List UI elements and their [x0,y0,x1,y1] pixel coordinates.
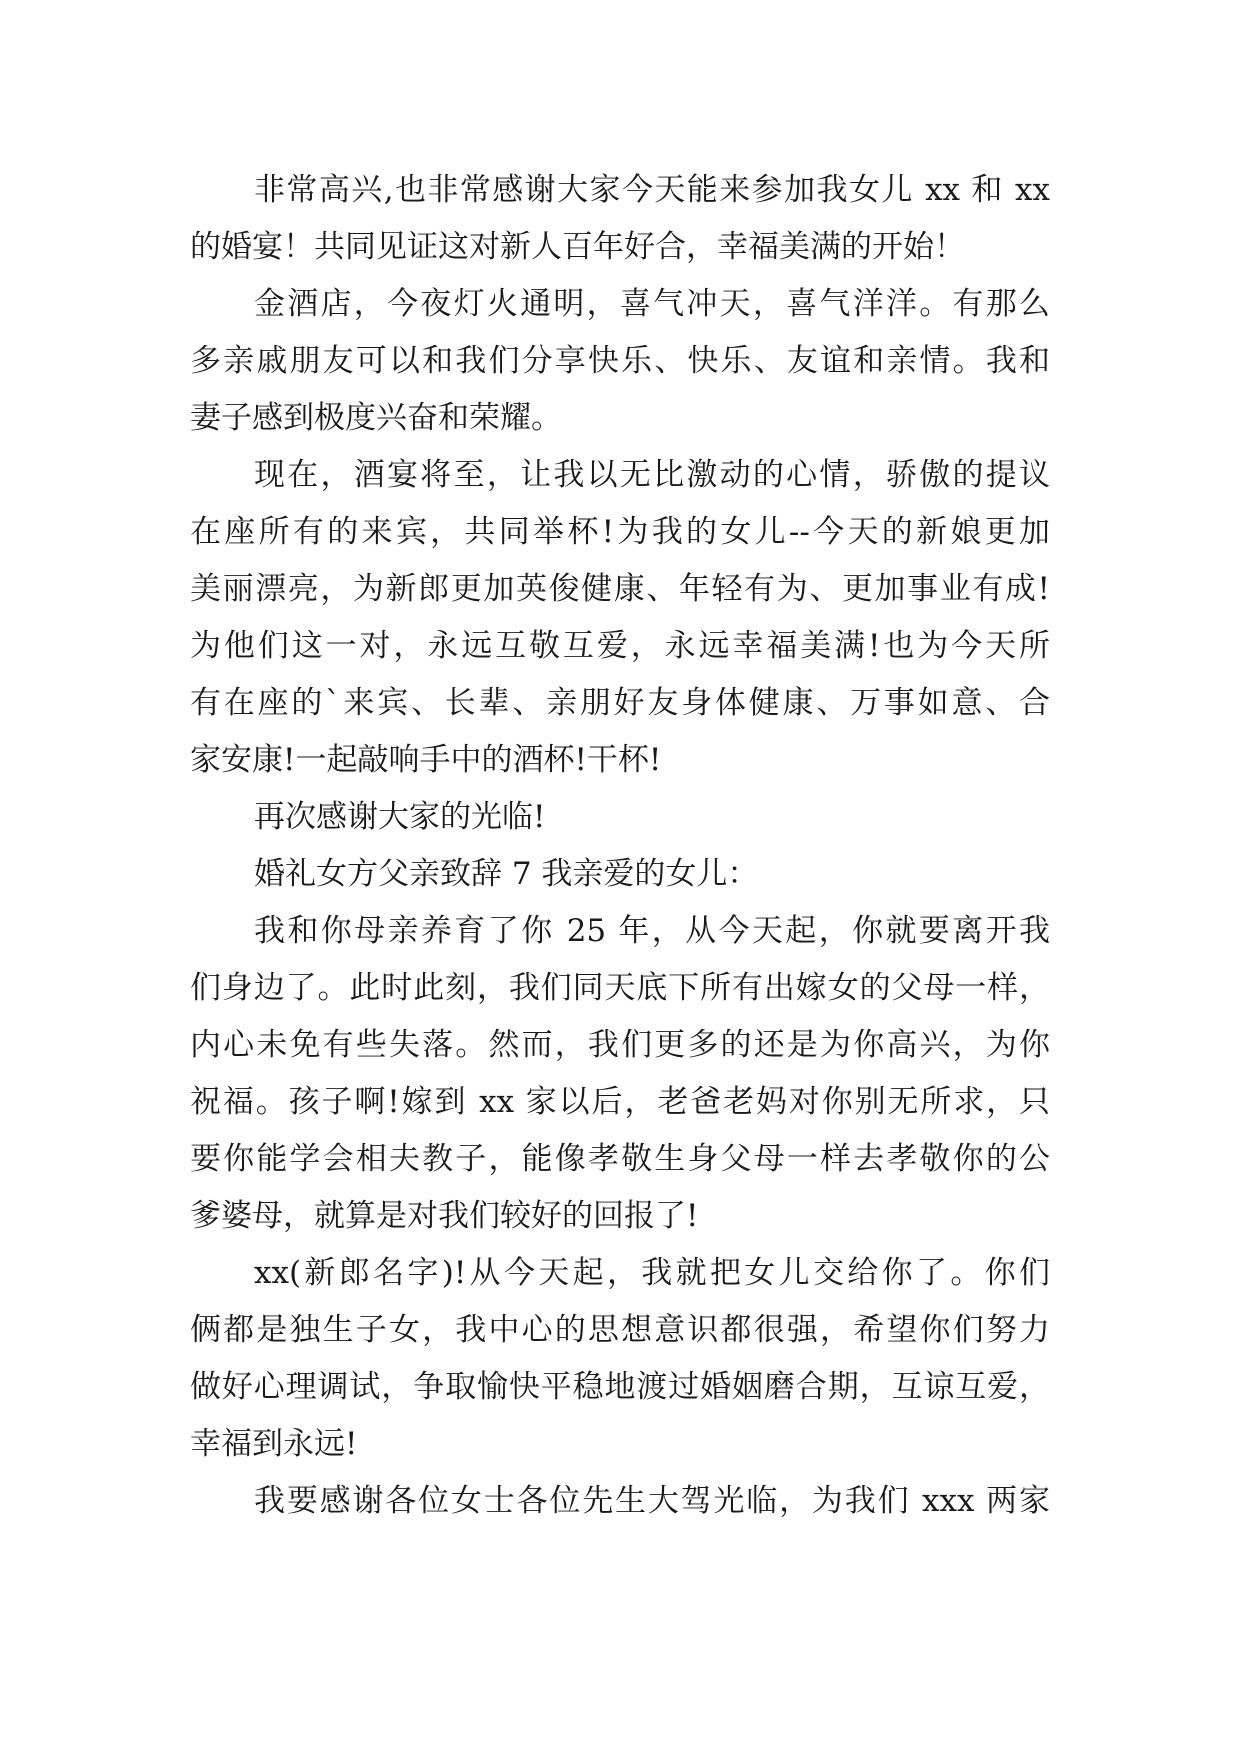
text-line: 金酒店，今夜灯火通明，喜气冲天，喜气洋洋。有那么 [254,286,1050,322]
text-line: 多亲戚朋友可以和我们分享快乐、快乐、友谊和亲情。我和 [190,343,1050,379]
paragraph [190,1245,1050,1473]
paragraph [190,162,1050,276]
text-line: 俩都是独生子女，我中心的思想意识都很强，希望你们努力 [190,1312,1050,1348]
paragraph [190,789,1050,846]
text-line: 幸福到永远! [190,1426,358,1462]
text-line: 的婚宴！共同见证这对新人百年好合，幸福美满的开始！ [190,229,965,265]
text-line: 家安康!一起敲响手中的酒杯!干杯! [190,742,662,778]
text-line: 祝福。孩子啊!嫁到 xx 家以后，老爸老妈对你别无所求，只 [190,1084,1050,1120]
text-line: 有在座的`来宾、长辈、亲朋好友身体健康、万事如意、合 [190,685,1050,721]
paragraph [190,276,1050,447]
paragraph [190,1473,1050,1530]
text-line: 要你能学会相夫教子，能像孝敬生身父母一样去孝敬你的公 [190,1141,1050,1177]
text-line: 爹婆母，就算是对我们较好的回报了! [190,1198,699,1234]
paragraph [190,846,1050,903]
text-line: 内心未免有些失落。然而，我们更多的还是为你高兴，为你 [190,1027,1050,1063]
paragraph [190,447,1050,789]
text-line: 在座所有的来宾，共同举杯!为我的女儿--今天的新娘更加 [190,514,1050,550]
text-line: 为他们这一对，永远互敬互爱，永远幸福美满!也为今天所 [190,628,1050,664]
paragraph [190,903,1050,1245]
document-body [190,162,1050,1530]
text-line: 我要感谢各位女士各位先生大驾光临，为我们 xxx 两家 [254,1483,1050,1519]
text-line: 美丽漂亮，为新郎更加英俊健康、年轻有为、更加事业有成! [190,571,1050,607]
text-line: 婚礼女方父亲致辞 7 我亲爱的女儿： [254,856,759,892]
text-line: 做好心理调试，争取愉快平稳地渡过婚姻磨合期，互谅互爱， [190,1369,1050,1405]
text-line: 们身边了。此时此刻，我们同天底下所有出嫁女的父母一样， [190,970,1050,1006]
text-line: 非常高兴,也非常感谢大家今天能来参加我女儿 xx 和 xx [254,172,1050,208]
text-line: xx(新郎名字)!从今天起，我就把女儿交给你了。你们 [254,1255,1050,1291]
text-line: 再次感谢大家的光临! [254,799,546,835]
text-line: 现在，酒宴将至，让我以无比激动的心情，骄傲的提议 [254,457,1050,493]
text-line: 妻子感到极度兴奋和荣耀。 [190,400,562,436]
text-line: 我和你母亲养育了你 25 年，从今天起，你就要离开我 [254,913,1050,949]
